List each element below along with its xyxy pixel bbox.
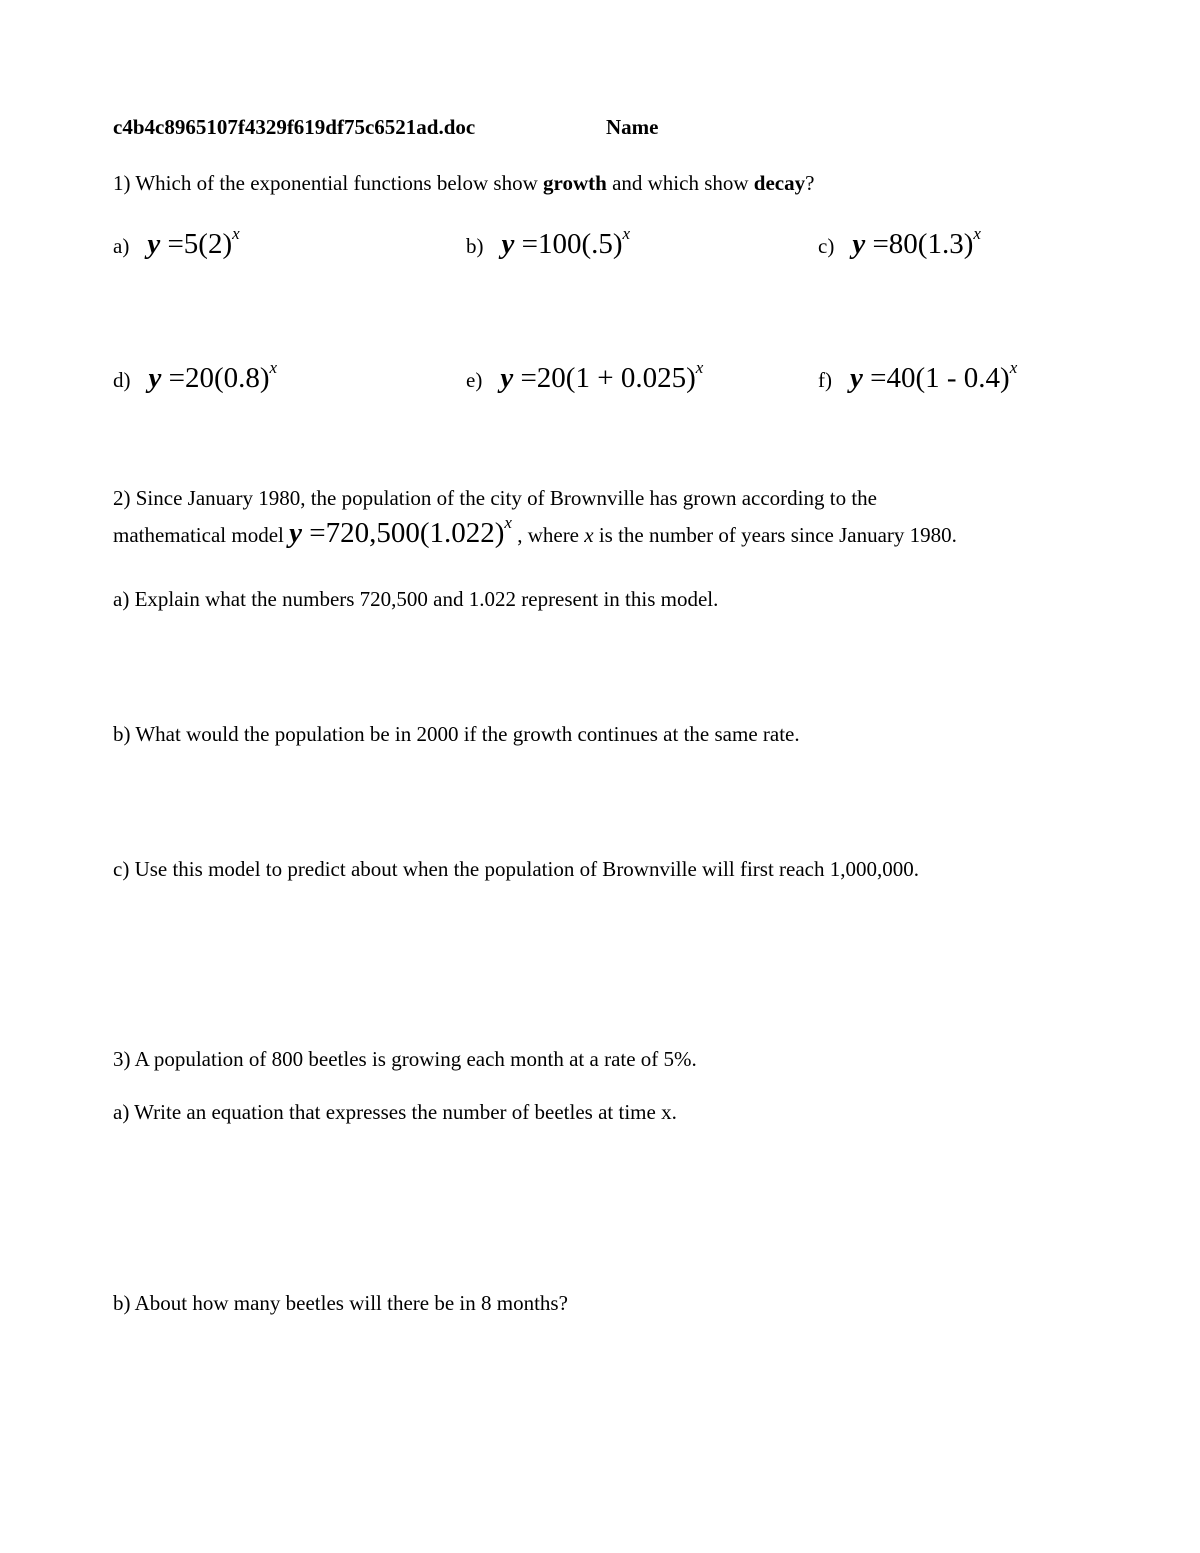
question-2-part-c: c) Use this model to predict about when the population of Brownville will first reach 1,000,000. — [113, 857, 919, 881]
q1-prompt-mid: and which show — [606, 171, 754, 195]
question-2-line-1: 2) Since January 1980, the population of the city of Brownville has grown according to the — [113, 486, 877, 510]
q1-item-e — [466, 358, 704, 395]
question-3-part-a: a) Write an equation that expresses the number of beetles at time x. — [113, 1100, 677, 1124]
q1-equation: $y =80(1.3)^x$ — [852, 224, 981, 260]
document-filename: c4b4c8965107f4329f619df75c6521ad.doc — [113, 115, 476, 139]
question-1-prompt — [113, 170, 814, 196]
q1-item-label: b) — [466, 234, 484, 258]
question-3-part-b: b) About how many beetles will there be in 8 months? — [113, 1291, 568, 1315]
population-model-equation: $y =720,500(1.022)^x$ — [289, 513, 512, 549]
q1-growth-word: growth — [543, 171, 607, 195]
q1-item-label: f) — [818, 368, 832, 392]
q1-equation: y =40(1 - 0.4)$^x$ — [850, 358, 1018, 394]
q1-decay-word: decay — [753, 171, 806, 195]
question-2-part-b: b) What would the population be in 2000 if the growth continues at the same rate. — [113, 722, 800, 746]
q1-equation: $y =100(.5)^x$ — [501, 224, 631, 260]
q1-item-label: c) — [818, 234, 835, 258]
q1-prompt-start: 1) Which of the exponential functions below show — [113, 171, 544, 195]
q1-item-label: d) — [113, 368, 131, 392]
q1-item-c — [818, 224, 981, 261]
q1-equation: $y =20(1 + 0.025)^x$ — [500, 358, 704, 394]
question-2-part-a: a) Explain what the numbers 720,500 and 1.022 represent in this model. — [113, 587, 719, 611]
q1-item-d — [113, 358, 278, 395]
q1-equation: $y =20(0.8)^x$ — [148, 358, 278, 394]
question-3-prompt: 3) A population of 800 beetles is growing each month at a rate of 5%. — [113, 1047, 697, 1071]
q1-item-f — [818, 358, 1018, 395]
q1-item-a — [113, 224, 240, 261]
question-2-line-2: mathematical model $y =720,500(1.022)^x$ , where x is the number of years since January 1980. — [113, 513, 957, 549]
name-label: Name — [606, 115, 659, 139]
q1-equation: $y =5(2)^x$ — [147, 224, 240, 260]
q1-prompt-end: ? — [805, 171, 815, 195]
q1-item-label: e) — [466, 368, 483, 392]
q1-item-b — [466, 224, 631, 261]
q1-item-label: a) — [113, 234, 130, 258]
